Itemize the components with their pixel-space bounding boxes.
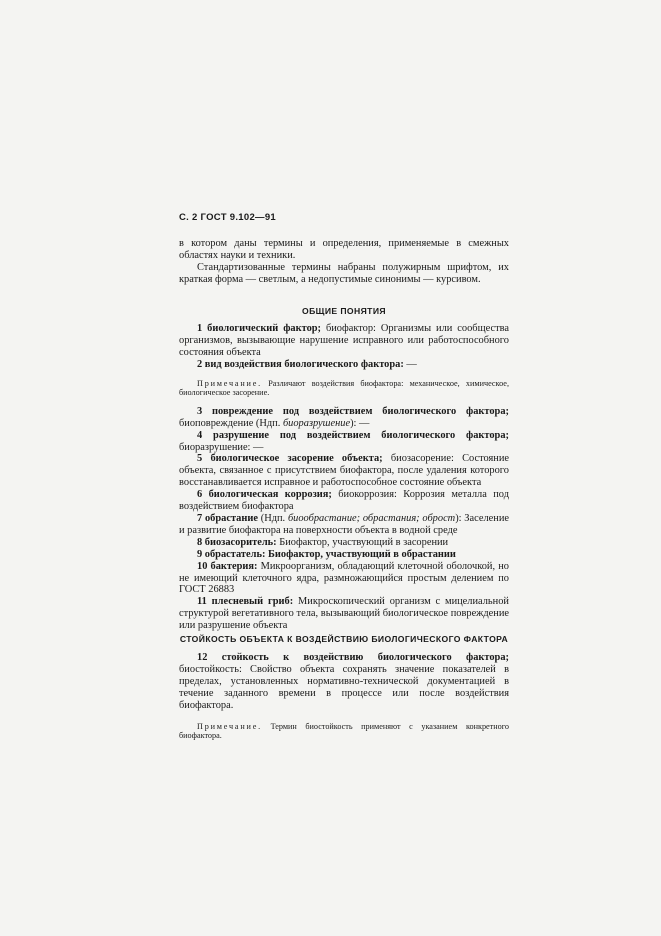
term-7	[179, 513, 509, 537]
terms-block-1	[179, 323, 509, 632]
term-7-rejected: биообрастание; обрастания; оброст	[287, 512, 456, 524]
term-3-definition: биоповреждение (Ндп.	[179, 417, 283, 429]
term-3-rejected: биоразрушение	[282, 417, 351, 429]
term-5-name: 5 биологическое засорение объекта;	[197, 453, 383, 465]
term-11-name: 11 плесневый гриб:	[197, 596, 294, 608]
term-12	[179, 652, 509, 712]
term-6-definition: биокоррозия: Коррозия металла под воздействием биофактора	[179, 489, 509, 513]
term-8-definition: Биофактор, участвующий в засорении	[276, 536, 449, 548]
intro-line-1: в котором даны термины и определения, применяемые в смежных	[179, 238, 509, 249]
note-2-label: Примечание.	[197, 721, 262, 731]
term-9	[179, 549, 509, 561]
term-3-name: 3 повреждение под воздействием биологического фактора;	[197, 405, 509, 417]
terms-block-2	[179, 652, 509, 741]
term-3	[179, 406, 509, 430]
intro-block	[179, 238, 509, 286]
term-4-definition: биоразрушение: —	[179, 441, 264, 453]
intro-paragraph-2: Стандартизованные термины набраны полужирным шрифтом, их краткая форма — светлым, а недопустимые синонимы — курсивом.	[179, 261, 509, 285]
note-1-text: Различают воздействия биофактора: механическое, химическое, биологическое засорение.	[179, 378, 509, 398]
section-heading-resistance: СТОЙКОСТЬ ОБЪЕКТА К ВОЗДЕЙСТВИЮ БИОЛОГИЧЕСКОГО ФАКТОРА	[179, 634, 509, 644]
term-1-name: 1 биологический фактор;	[197, 323, 322, 334]
note-1	[179, 379, 509, 398]
note-2	[179, 722, 509, 741]
term-12-name: 12 стойкость к воздействию биологического фактора;	[197, 652, 509, 663]
term-8	[179, 537, 509, 549]
term-10-name: 10 бактерия:	[197, 560, 258, 572]
note-1-label: Примечание.	[197, 378, 262, 388]
term-5-definition: биозасорение: Состояние объекта, связанное с присутствием биофактора, после удаления которого восстанавливается исправное и работоспособное состояние объекта	[179, 453, 510, 489]
term-8-name: 8 биозасоритель:	[197, 536, 277, 548]
term-3-definition-end: ): —	[350, 417, 370, 429]
note-2-text: Термин биостойкость применяют с указанием конкретного биофактора.	[179, 721, 509, 741]
term-6-name: 6 биологическая коррозия;	[197, 489, 332, 501]
section-heading-general: ОБЩИЕ ПОНЯТИЯ	[302, 306, 386, 316]
term-4-name: 4 разрушение под воздействием биологического фактора;	[197, 429, 509, 441]
term-7-name: 7 обрастание	[197, 512, 258, 524]
term-9-name: 9 обрастатель: Биофактор, участвующий в обрастании	[197, 548, 456, 560]
term-6	[179, 489, 509, 513]
term-2-definition: —	[403, 358, 417, 370]
term-7-definition: (Ндп.	[257, 512, 288, 524]
term-2	[179, 359, 509, 371]
page-header: С. 2 ГОСТ 9.102—91	[179, 212, 277, 223]
term-2-name: 2 вид воздействия биологического фактора:	[197, 358, 404, 370]
term-4	[179, 430, 509, 454]
term-11	[179, 596, 509, 632]
term-1-definition: биофактор: Организмы или сообщества организмов, вызывающие нарушение исправного или работоспособного состояния объекта	[179, 323, 509, 358]
intro-line-2: областях науки и техники.	[179, 249, 296, 261]
term-10-definition: Микроорганизм, обладающий клеточной оболочкой, но не имеющий клеточного ядра, размножающийся простым делением по ГОСТ 26883	[179, 560, 509, 596]
term-1	[179, 323, 509, 359]
term-7-definition-end: ): Заселение и развитие биофактора на поверхности объекта в водной среде	[179, 512, 510, 536]
term-11-definition: Микроскопический организм с мицелиальной структурой вегетативного тела, вызывающий биологическое повреждение или разрушение объекта	[179, 596, 509, 632]
term-10	[179, 561, 509, 597]
term-12-definition: биостойкость: Свойство объекта сохранять значение показателей в пределах, установленных нормативно-технической документацией в течение заданного времени в процессе или после воздействия биофактора.	[179, 663, 509, 711]
term-5	[179, 453, 509, 489]
